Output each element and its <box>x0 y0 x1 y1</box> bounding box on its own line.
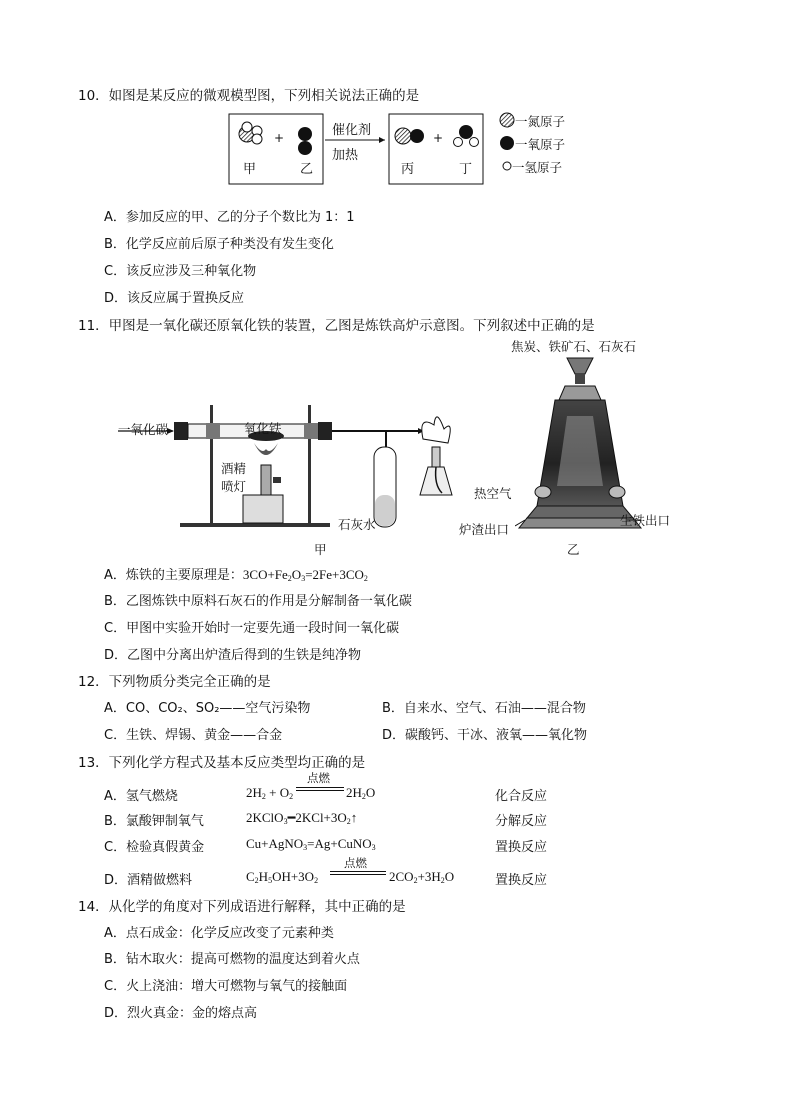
q13-d-arrow-bottom <box>330 874 386 875</box>
q13-d-arrow-top <box>330 871 386 872</box>
q13-a-product: $2H_2O$ <box>346 785 376 801</box>
q11-co-label: 一氧化碳 <box>118 422 169 437</box>
q10-plus-right: + <box>433 131 444 145</box>
q10-legend-o: 一氧原子 <box>515 137 566 152</box>
q11-fig-jia-caption: 甲 <box>314 542 327 557</box>
q11-stem: 11．甲图是一氧化碳还原氧化铁的装置，乙图是炼铁高炉示意图。下列叙述中正确的是 <box>78 318 595 334</box>
q12-option-c: C．生铁、焊锡、黄金——合金 <box>104 728 283 743</box>
q13-b-label: B．氯酸钾制氧气 <box>104 814 204 829</box>
q10-option-b: B．化学反应前后原子种类没有发生变化 <box>104 237 334 252</box>
q11-limewater-label: 石灰水 <box>338 517 376 532</box>
q10-label-jia: 甲 <box>243 162 257 177</box>
q13-d-condition: 点燃 <box>344 856 367 870</box>
q13-a-condition: 点燃 <box>307 771 330 785</box>
q11-option-a <box>104 564 368 583</box>
q12-stem: 12．下列物质分类完全正确的是 <box>78 674 271 690</box>
q10-option-d: D．该反应属于置换反应 <box>104 291 245 306</box>
q11-lamp-label-2: 喷灯 <box>221 479 247 494</box>
q10-label-yi: 乙 <box>300 162 314 177</box>
q11-iron-label: 生铁出口 <box>620 513 671 528</box>
q14-option-d: D．烈火真金：金的熔点高 <box>104 1006 258 1021</box>
q14-option-a: A．点石成金：化学反应改变了元素种类 <box>104 926 334 941</box>
q11-fig-yi-caption: 乙 <box>567 542 580 557</box>
q13-stem: 13．下列化学方程式及基本反应类型均正确的是 <box>78 755 366 771</box>
q11-blast-furnace-figure <box>515 356 645 536</box>
q13-b-type: 分解反应 <box>495 814 548 829</box>
q13-d-label: D．酒精做燃料 <box>104 873 193 888</box>
q10-catalyst-label: 催化剂 <box>332 123 372 138</box>
q13-d-product: $2CO_2+3H_2O$ <box>389 869 455 885</box>
q10-heat-label: 加热 <box>332 148 359 163</box>
q10-legend-h: 一氢原子 <box>512 160 563 175</box>
q13-a-arrow-top <box>296 787 344 788</box>
q14-option-c: C．火上浇油：增大可燃物与氧气的接触面 <box>104 979 348 994</box>
q13-d-type: 置换反应 <box>495 873 548 888</box>
q11-option-a-equation: $3CO+Fe_2O_3=2Fe+3CO_2$ <box>242 567 368 583</box>
q11-option-a-text: A．炼铁的主要原理是： <box>104 568 243 583</box>
q10-label-ding: 丁 <box>459 162 473 177</box>
q14-option-b: B．钻木取火：提高可燃物的温度达到着火点 <box>104 952 360 967</box>
q10-legend-n: 一氮原子 <box>515 114 566 129</box>
q12-option-a: A．CO、CO₂、SO₂——空气污染物 <box>104 701 311 716</box>
q11-hot-air-label: 热空气 <box>474 486 512 501</box>
q11-lamp-label-1: 酒精 <box>221 461 247 476</box>
q12-option-b: B．自来水、空气、石油——混合物 <box>382 701 586 716</box>
q10-option-c: C．该反应涉及三种氧化物 <box>104 264 257 279</box>
q11-option-b: B．乙图炼铁中原料石灰石的作用是分解制备一氧化碳 <box>104 594 412 609</box>
q13-d-equation: $C_2H_5OH+3O_2$ <box>246 869 319 885</box>
q10-stem: 10．如图是某反应的微观模型图，下列相关说法正确的是 <box>78 88 420 104</box>
q10-option-a: A．参加反应的甲、乙的分子个数比为 1：1 <box>104 210 355 225</box>
q11-fe2o3-label: 氧化铁 <box>244 421 282 436</box>
q13-a-label: A．氢气燃烧 <box>104 789 178 804</box>
q14-stem: 14．从化学的角度对下列成语进行解释，其中正确的是 <box>78 899 406 915</box>
q10-plus-left: + <box>274 131 285 145</box>
q11-option-c: C．甲图中实验开始时一定要先通一段时间一氧化碳 <box>104 621 400 636</box>
q11-apparatus-figure <box>118 395 468 540</box>
q10-label-bing: 丙 <box>401 162 415 177</box>
q13-c-equation: Cu+AgNO$_3$=Ag+CuNO$_3$ <box>246 836 376 852</box>
q11-feed-label: 焦炭、铁矿石、石灰石 <box>511 339 637 354</box>
q12-option-d: D．碳酸钙、干冰、液氧——氧化物 <box>382 728 588 743</box>
q13-c-label: C．检验真假黄金 <box>104 840 205 855</box>
q11-slag-label: 炉渣出口 <box>459 522 510 537</box>
q13-a-arrow-bottom <box>296 790 344 791</box>
q13-b-equation: $2KClO_3━2KCl+3O_2↑$ <box>246 810 358 826</box>
q11-option-d: D．乙图中分离出炉渣后得到的生铁是纯净物 <box>104 648 362 663</box>
q13-c-type: 置换反应 <box>495 840 548 855</box>
q13-a-equation: $2H_2 + O_2$ <box>246 785 294 801</box>
q13-a-type: 化合反应 <box>495 789 548 804</box>
